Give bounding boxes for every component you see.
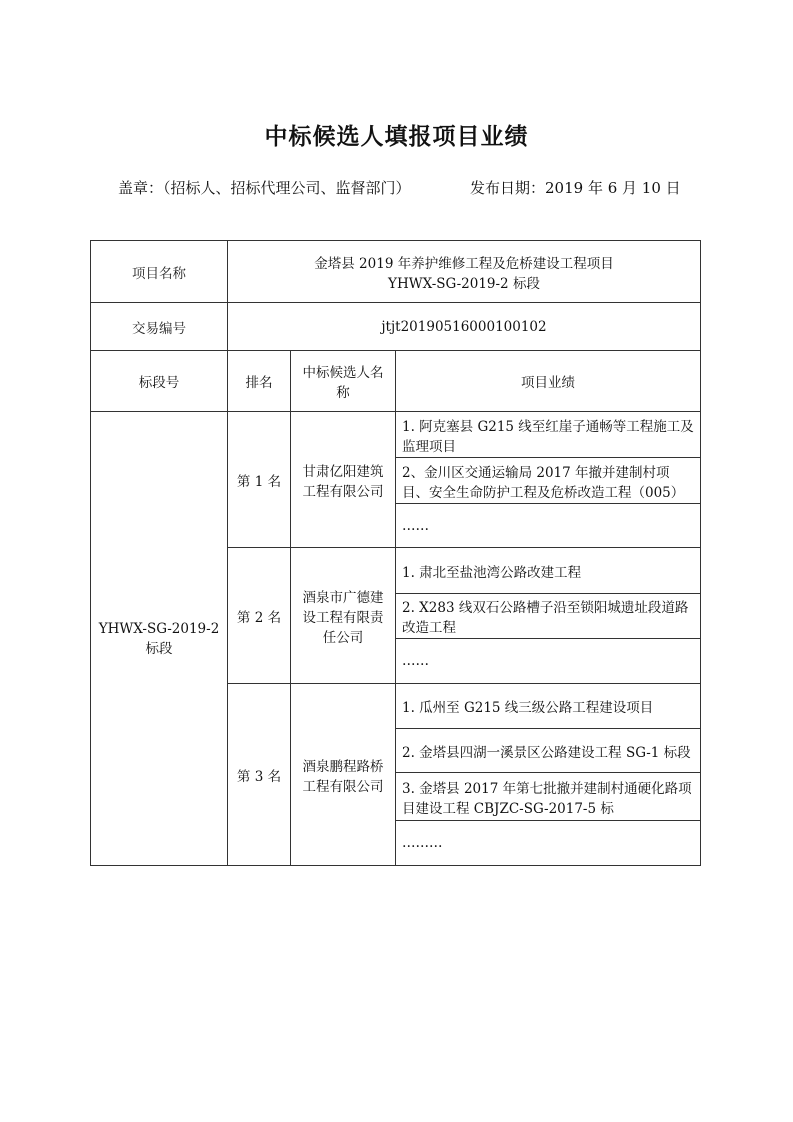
candidate-name-cell: 酒泉鹏程路桥工程有限公司 bbox=[291, 684, 396, 866]
candidate-name-cell: 甘肃亿阳建筑工程有限公司 bbox=[291, 412, 396, 548]
performance-item: 1. 肃北至盐池湾公路改建工程 bbox=[396, 548, 701, 594]
header-row bbox=[91, 351, 701, 412]
project-name-line2: YHWX-SG-2019-2 标段 bbox=[388, 275, 540, 292]
trade-no-row bbox=[91, 303, 701, 351]
performance-item: ……… bbox=[396, 821, 701, 866]
performance-item: 2. 金塔县四湖一溪景区公路建设工程 SG-1 标段 bbox=[396, 729, 701, 773]
rank-cell: 第 3 名 bbox=[228, 684, 291, 866]
section-cell: YHWX-SG-2019-2 标段 bbox=[91, 412, 228, 866]
table-row bbox=[91, 412, 701, 458]
performance-item: …… bbox=[396, 504, 701, 548]
header-candidate: 中标候选人名称 bbox=[291, 351, 396, 412]
candidate-name-cell: 酒泉市广德建设工程有限责任公司 bbox=[291, 548, 396, 684]
performance-item: 1. 瓜州至 G215 线三级公路工程建设项目 bbox=[396, 684, 701, 729]
header-rank: 排名 bbox=[228, 351, 291, 412]
publish-date: 发布日期：2019 年 6 月 10 日 bbox=[470, 179, 681, 197]
project-name-value bbox=[228, 241, 701, 303]
rank-cell: 第 2 名 bbox=[228, 548, 291, 684]
trade-no-value: jtjt20190516000100102 bbox=[228, 303, 701, 351]
performance-item: 2. X283 线双石公路槽子沿至锁阳城遗址段道路改造工程 bbox=[396, 594, 701, 639]
project-name-label: 项目名称 bbox=[91, 241, 228, 303]
performance-table bbox=[90, 240, 701, 866]
page-title: 中标候选人填报项目业绩 bbox=[264, 124, 529, 150]
seal-text: 盖章：（招标人、招标代理公司、监督部门） bbox=[118, 179, 411, 197]
header-performance: 项目业绩 bbox=[396, 351, 701, 412]
performance-item: 2、金川区交通运输局 2017 年撤并建制村项目、安全生命防护工程及危桥改造工程（005） bbox=[396, 458, 701, 504]
rank-cell: 第 1 名 bbox=[228, 412, 291, 548]
performance-item: …… bbox=[396, 639, 701, 684]
trade-no-label: 交易编号 bbox=[91, 303, 228, 351]
project-name-line1: 金塔县 2019 年养护维修工程及危桥建设工程项目 bbox=[314, 255, 614, 272]
header-section: 标段号 bbox=[91, 351, 228, 412]
performance-item: 1. 阿克塞县 G215 线至红崖子通畅等工程施工及监理项目 bbox=[396, 412, 701, 458]
performance-item: 3. 金塔县 2017 年第七批撤并建制村通硬化路项目建设工程 CBJZC-SG-2017-5 标 bbox=[396, 773, 701, 821]
project-name-row bbox=[91, 241, 701, 303]
